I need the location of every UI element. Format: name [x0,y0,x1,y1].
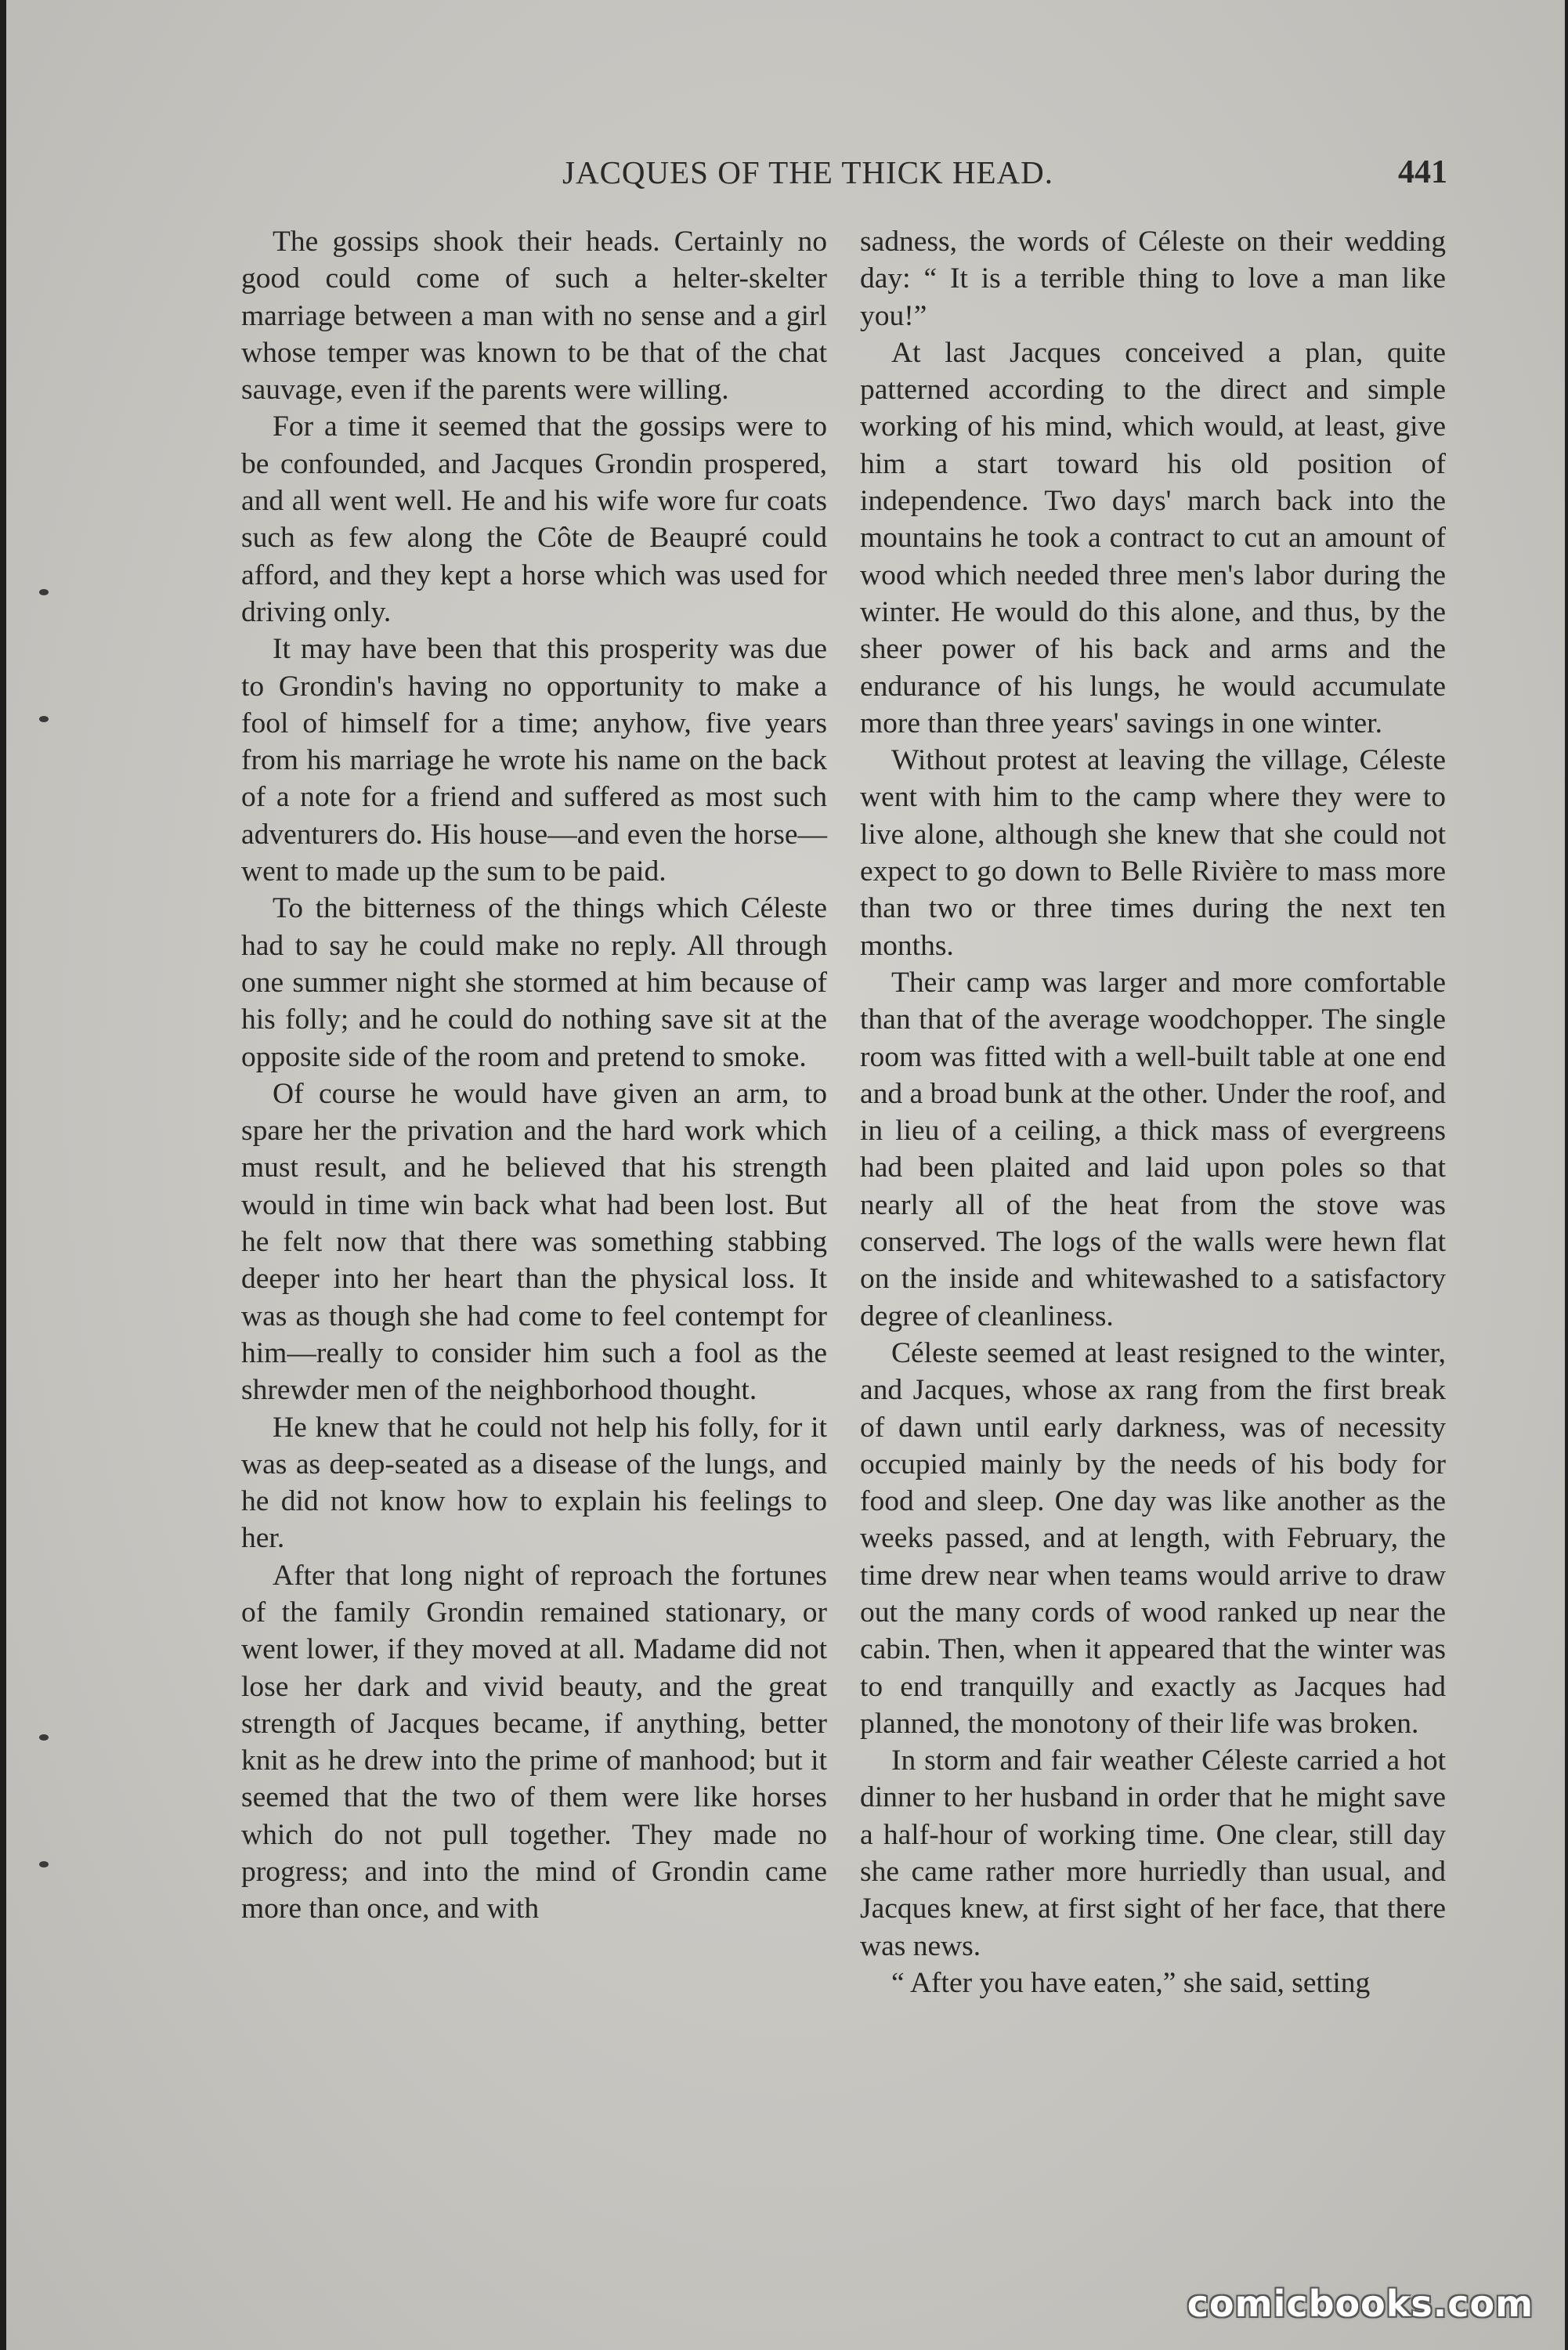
page-number: 441 [1398,154,1447,190]
left-column [241,223,827,1928]
paragraph: In storm and fair weather Céleste carried a hot dinner to her husband in order that he might save a half-hour of working time. One clear, still day she came rather more hurriedly than usual, and Jacques knew, at first sight of her face, that there was news. [860,1744,1446,1962]
paragraph: Céleste seemed at least resigned to the winter, and Jacques, whose ax rang from the first break of dawn until early darkness, was of necessity occupied mainly by the needs of his body for food and sleep. One day was like another as the weeks passed, and at length, with February, the time drew near when teams would arrive to draw out the many cords of wood ranked up near the cabin. Then, when it appeared that the winter was to end tranquilly and exactly as Jacques had planned, the monotony of their life was broken. [860,1336,1446,1740]
book-page [6,0,1565,2350]
paragraph: Of course he would have given an arm, to spare her the privation and the hard work which must result, and he believed that his strength would in time win back what had been lost. But he felt now that there was something stabbing deeper into her heart than the physical loss. It was as though she had come to feel contempt for him—really to consider him such a fool as the shrewder men of the neighborhood thought. [241,1077,827,1407]
paragraph: To the bitterness of the things which Céleste had to say he could make no reply. All through one summer night she stormed at him because of his folly; and he could do nothing save sit at the opposite side of the room and pretend to smoke. [241,892,827,1073]
binder-hole-mark [39,589,49,595]
paragraph: At last Jacques conceived a plan, quite patterned according to the direct and simple working of his mind, which would, at least, give him a start toward his old position of independence. Two days' march back into the mountains he took a contract to cut an amount of wood which needed three men's labor during the winter. He would do this alone, and thus, by the sheer power of his back and arms and the endurance of his lungs, he would accumulate more than three years' savings in one winter. [860,336,1446,739]
running-title: JACQUES OF THE THICK HEAD. [562,154,1053,190]
paragraph: The gossips shook their heads. Certainly no good could come of such a helter-skelter marriage between a man with no sense and a girl whose temper was known to be that of the chat sauvage, even if the parents were willing. [241,226,827,407]
paragraph: He knew that he could not help his folly, for it was as deep-seated as a disease of the lungs, and he did not know how to explain his feelings to her. [241,1411,827,1555]
paragraph: It may have been that this prosperity was due to Grondin's having no opportunity to make a fool of himself for a time; anyhow, five years from his marriage he wrote his name on the back of a note for a friend and suffered as most such adventurers do. His house—and even the horse—went to made up the sum to be paid. [241,633,827,888]
paragraph: For a time it seemed that the gossips were to be confounded, and Jacques Grondin prospered, and all went well. He and his wife wore fur coats such as few along the Côte de Beaupré could afford, and they kept a horse which was used for driving only. [241,410,827,628]
site-watermark: comicbooks.com [1187,2283,1534,2325]
paragraph: “ After you have eaten,” she said, setting [891,1966,1371,1999]
paragraph: Their camp was larger and more comfortable than that of the average woodchopper. The single room was fitted with a well-built table at one end and a broad bunk at the other. Under the roof, and in lieu of a ceiling, a thick mass of evergreens had been plaited and laid upon poles so that nearly all of the heat from the stove was conserved. The logs of the walls were hewn flat on the inside and whitewashed to a satisfactory degree of cleanliness. [860,966,1446,1332]
binder-hole-mark [39,1734,49,1741]
running-head [241,154,1447,201]
right-column [860,223,1446,2001]
paragraph: Without protest at leaving the village, Céleste went with him to the camp where they were to live alone, although she knew that she could not expect to go down to Belle Rivière to mass more than two or three times during the next ten months. [860,744,1446,962]
binder-hole-mark [39,1861,49,1867]
binder-hole-mark [39,716,49,722]
paragraph: After that long night of reproach the fortunes of the family Grondin remained stationary, or went lower, if they moved at all. Madame did not lose her dark and vivid beauty, and the great strength of Jacques became, if anything, better knit as he drew into the prime of manhood; but it seemed that the two of them were like horses which do not pull together. They made no progress; and into the mind of Grondin came more than once, and with [241,1559,827,1925]
paragraph-continued: sadness, the words of Céleste on their wedding day: “ It is a terrible thing to love a man like you!” [860,226,1446,332]
